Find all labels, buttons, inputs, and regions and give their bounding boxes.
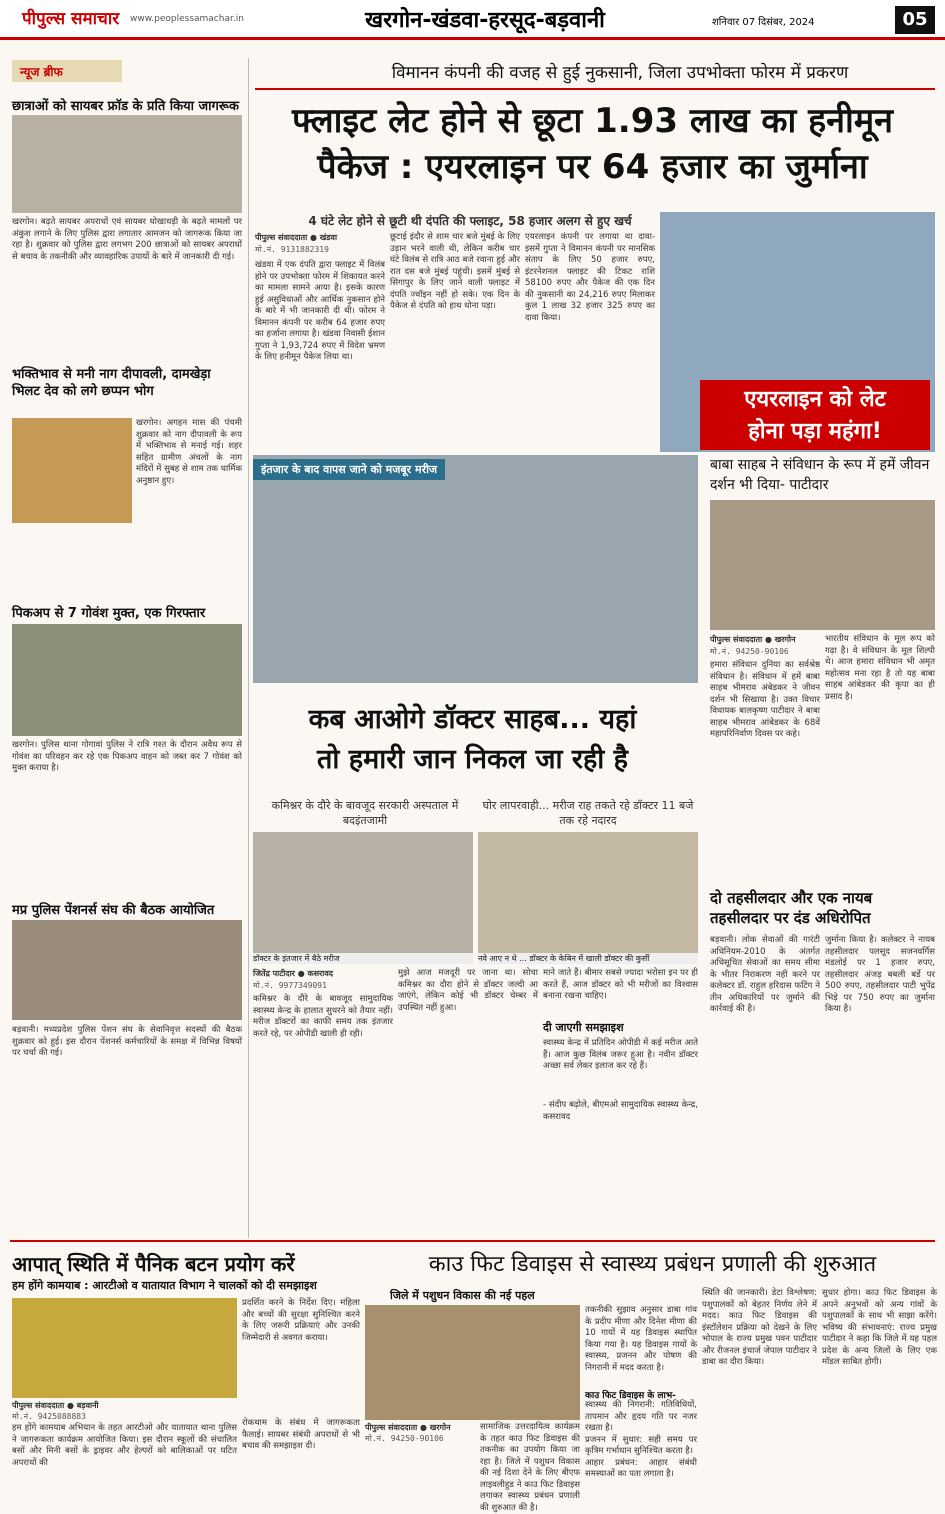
lead-phone: मो.नं. 9131882319: [255, 245, 329, 254]
lead-col1: खंडवा में एक दंपति द्वारा फ्लाइट में विलंब होने पर उपभोक्ता फोरम में शिकायत करने का मामला सामने आया है। इसके कारण हुई असुविधाओं और आर्थिक नुकसान होने के बारे में भी जानकारी दी थी। फोरम ने विमानन कंपनी पर करीब 64 हजार रुपए का हर्जाना लगाया है। खंडवा निवासी ईशान गुप्ता ने 1,93,724 रुपए में विदेश भ्रमण के लिए हनीमून पैकेज लिया था।: [255, 260, 385, 362]
pension-meeting-photo: [12, 920, 242, 1020]
lead-byline: पीपुल्स संवाददाता ● खंडवा: [255, 233, 338, 242]
pickup-photo: [12, 624, 242, 736]
hospital-quote-by: - संदीप बढ़ोले, बीएमओ सामुदायिक स्वास्थ्य केन्द्र, कसरावद: [543, 1100, 698, 1122]
hospital-headline-line2: तो हमारी जान निकल जा रही है: [316, 744, 629, 775]
brief-pickup-body: खरगोन। पुलिस थाना गोगावां पुलिस ने रात्रि गश्त के दौरान अवैध रूप से गोवंश का परिवहन कर रहे एक पिकअप वाहन को जब्त कर 7 गोवंश को मुक्त कराया है।: [12, 740, 242, 773]
hospital-exterior-photo: [253, 455, 698, 683]
tahsil-col1: बड़वानी। लोक सेवाओं की गारंटी अधिनियम-2010 के अंतर्गत अधिसूचित सेवाओं का समय सीमा के भीतर निराकरण नहीं करने पर कलेक्टर डॉ. राहुल हरिदास फटिंग ने तीन अधिकारियों पर जुर्माने की कार्रवाई की है।: [710, 935, 820, 1014]
hospital-col2: मुझे आज मजदूरी पर जाना था। सोचा कमिश्नर का दौरा होने से डॉक्टर जल्दी आ जाएंगे, लेकिन कोई भी डॉक्टर चेम्बर में उपस्थित नहीं हुआ।: [398, 968, 538, 1013]
cyber-awareness-photo: [12, 115, 242, 213]
section-title: खरगोन-खंडवा-हरसूद-बड़वानी: [365, 8, 605, 33]
cattle-benefits-label: काउ फिट डिवाइस के लाभ-: [585, 1391, 676, 1401]
lead-subhead: 4 घंटे लेट होने से छूटी थी दंपति की फ्लाइट, 58 हजार अलग से हुए खर्च: [308, 214, 632, 228]
cattle-col4: सुधार होगा। काउ फिट डिवाइस के अपने अनुभवों को अन्य गांवों के पशुपालकों के साथ भी साझा करेंगे। भविष्य की संभावनाएं: राज्य प्रमुख पाटीदार ने कहा कि जिले में यह पहल प्रदेश के अन्य जिलों के लिए एक मॉडल साबित होगी।: [822, 1288, 937, 1367]
cattle-benefits-list: [585, 1400, 697, 1479]
brief-cyber-body: खरगोन। बढ़ते सायबर अपराधों एवं सायबर धोखाधड़ी के बढ़ते मामलों पर अंकुश लगाने के लिए पुलिस द्वारा लगातार आमजन को जागरूक किया जा रहा है। शुक्रवार को पुलिस द्वारा लगभग 200 छात्राओं को सायबर अपराधों से बचाव के तकनीकी और व्यावहारिक उपायों के बारे में जानकारी दी गई।: [12, 217, 242, 262]
cattle-headline: काउ फिट डिवाइस से स्वास्थ्य प्रबंधन प्रणाली की शुरुआत: [428, 1252, 877, 1277]
cattle-benefit-item: प्रजनन में सुधार: सही समय पर कृत्रिम गर्भाधान सुनिश्चित करता है।: [585, 1434, 697, 1456]
hospital-byline: जितेंद्र पाटीदार ● कसरावद: [253, 969, 334, 978]
cow-device-photo: [365, 1305, 580, 1420]
panic-phone: मो.नं. 9425088883: [12, 1412, 86, 1421]
brief-nag-body: खरगोन। अगहन मास की पंचमी शुक्रवार को नाग दीपावली के रूप में भक्तिभाव से मनाई गई। शहर सहित ग्रामीण अंचलों के नाग मंदिरों में सुबह से शाम तक धार्मिक अनुष्ठान हुए।: [136, 418, 242, 486]
cattle-benefit-item: आहार प्रबंधन: आहार संबंधी समस्याओं का पता लगाता है।: [585, 1457, 697, 1479]
school-bus-photo: [12, 1298, 237, 1398]
hospital-headline: [245, 700, 700, 780]
lead-col3: एयरलाइन कंपनी पर लगाया था दावा- इसमें गुप्ता ने विमानन कंपनी पर मानसिक संताप के लिए 50 हजार रुपए, इंटरनेशनल फ्लाइट की टिकट राशि 58100 रुपए और पैकेज की एक दिन की नुकसानी का 24,216 रुपए मिलाकर कुल 1 लाख 32 हजार 325 रुपए का दावा किया।: [525, 232, 655, 323]
ambedkar-col1: हमारा संविधान दुनिया का सर्वश्रेष्ठ संविधान है। संविधान में हमें बाबा साहब भीमराव अंबेडकर ने जीवन दर्शन भी सिखाया है। उक्त विचार विधायक बालकृष्ण पाटीदार ने बाबा साहब भीमराव आंबेडकर के 68वें महापरिनिर्वाण दिवस पर कहे।: [710, 660, 820, 739]
panic-col1: हम होंगे कामयाब अभियान के तहत आरटीओ और यातायात थाना पुलिस ने जागरूकता कार्यक्रम आयोजित किया। इस दौरान स्कूलों की संचालित बसों और मिनी बसों के ड्राइवर और हेल्परों को बालिकाओं पर घटित अपराधों की: [12, 1423, 237, 1468]
empty-cabin-photo: [478, 832, 698, 962]
panic-col3: रोकथाम के संबंध में जागरूकता फैलाई। सायबर संबंधी अपराधों से भी बचाव की समझाइश दी।: [242, 1418, 360, 1451]
cattle-col1: सामाजिक उत्तरदायित्व कार्यक्रम के तहत काउ फिट डिवाइस की तकनीक का उपयोग किया जा रहा है। जिले में पशुधन विकास की नई दिशा देने के लिए बीएफ लाइवलीहुड ने काउ फिट डिवाइस लगाकर स्वास्थ्य प्रबंधन प्रणाली की शुरुआत की है।: [480, 1422, 580, 1513]
newspaper-logo: पीपुल्स समाचार: [22, 9, 120, 29]
brief-pension-headline: मप्र पुलिस पेंशनर्स संघ की बैठक आयोजित: [12, 903, 215, 918]
hospital-quote-label: दी जाएगी समझाइश: [543, 1021, 624, 1034]
tahsil-headline: दो तहसीलदार और एक नायब तहसीलदार पर दंड अधिरोपित: [710, 889, 873, 927]
cattle-phone: मो.नं. 94250-90106: [365, 1434, 444, 1443]
panic-byline: पीपुल्स संवाददाता ● बड़वानी: [12, 1401, 99, 1410]
waiting-patients-photo: [253, 832, 473, 962]
lead-kicker: विमानन कंपनी की वजह से हुई नुकसानी, जिला उपभोक्ता फोरम में प्रकरण: [391, 63, 849, 83]
ambedkar-byline: पीपुल्स संवाददाता ● खरगोन: [710, 635, 796, 644]
temple-photo: [12, 418, 132, 523]
tahsil-col2: जुर्माना किया है। कलेक्टर ने नायब तहसीलदार पलसूद सजनवर्गिस मंडलोई पर 1 हजार रुपए, तहसीलदार अंजड़ बबली बर्डे पर 500 रुपए, तहसीलदार पाटी भुपेंद्र भिड़े पर 750 रुपए का जुर्माना किया है।: [825, 935, 935, 1014]
lead-headline-line2: पैकेज : एयरलाइन पर 64 हजार का जुर्माना: [317, 147, 868, 187]
hospital-headline-line1: कब आओगे डॉक्टर साहब... यहां: [308, 704, 637, 735]
hospital-col3: माने जाते हैं। बीमार सबसे ज्यादा भरोसा इन पर ही करते हैं, आज डॉक्टर को भी मरीजों का विश्वास बनाना रखना चाहिए।: [543, 968, 698, 1001]
ambedkar-phone: मो.नं. 94250-90106: [710, 647, 789, 656]
hospital-phone: मो.नं. 9977349091: [253, 981, 327, 990]
cattle-col2: तकनीकी सुझाव अनुसार डाबा गांव के प्रदीप मीणा और दिनेश मीणा की 10 गायों में यह डिवाइस स्थापित किया गया है। यह डिवाइस गायों के स्वास्थ्य, प्रजनन और पोषण की निगरानी में मदद करता है।: [585, 1305, 697, 1373]
panic-col2: प्रदर्शित करने के निर्देश दिए। महिला और बच्चों की सुरक्षा सुनिश्चित करने के लिए जरूरी प्रक्रियाएं और उनकी जिम्मेदारी से अवगत कराया।: [242, 1298, 360, 1343]
panic-headline: आपात् स्थिति में पैनिक बटन प्रयोग करें: [12, 1252, 295, 1276]
lead-headline: [245, 98, 940, 190]
hospital-deck-left: कमिश्नर के दौरे के बावजूद सरकारी अस्पताल में बदइंतजामी: [271, 799, 459, 827]
cattle-byline: पीपुल्स संवाददाता ● खरगोन: [365, 1423, 451, 1432]
brief-pension-body: बड़वानी। मध्यप्रदेश पुलिस पेंशन संघ के सेवानिवृत्त सदस्यों की बैठक शुक्रवार को हुई। इस दौरान पेंशनर्स कर्मचारियों के समक्ष में विभिन्न विषयों पर चर्चा की गई।: [12, 1025, 242, 1058]
hospital-deck-right: घोर लापरवाही... मरीज राह तकते रहे डॉक्टर 11 बजे तक रहे नदारद: [482, 799, 694, 827]
lead-headline-line1: फ्लाइट लेट होने से छूटा 1.93 लाख का हनीमून: [291, 101, 894, 141]
lead-col2: छूटाई इंदौर से शाम चार बजे मुंबई के लिए उड़ान भरने वाली थी, लेकिन करीब चार घंटे विलंब से रात्रि आठ बजे रवाना हुई और रात दस बजे मुंबई पहुंची। इसमें मुंबई से सिंगापुर के लिए जाने वाली फ्लाइट में दंपति ज्वॉइन नहीं हो सके। एक दिन के पैकेज से दंपति को हाथ धोना पड़ा।: [390, 232, 520, 311]
ambedkar-headline: बाबा साहब ने संविधान के रूप में हमें जीवन दर्शन भी दिया- पाटीदार: [710, 457, 930, 493]
brief-nag-headline: भक्तिभाव से मनी नाग दीपावली, दामखेड़ा भिलट देव को लगे छप्पन भोग: [12, 367, 211, 399]
brief-pickup-headline: पिकअप से 7 गोवंश मुक्त, एक गिरफ्तार: [12, 606, 206, 621]
news-brief-tag: न्यूज ब्रीफ: [12, 60, 122, 82]
hospital-photo-badge: इंतजार के बाद वापस जाने को मजबूर मरीज: [253, 459, 445, 480]
column-divider: [248, 58, 249, 1238]
banner-line2: होना पड़ा महंगा!: [748, 419, 882, 444]
issue-date: शनिवार 07 दिसंबर, 2024: [712, 17, 815, 28]
panic-subhead: हम होंगे कामयाब : आरटीओ व यातायात विभाग ने चालकों को दी समझाइश: [12, 1279, 317, 1292]
cattle-col3: स्थिति की जानकारी। डेटा विश्लेषण: पशुपालकों को बेहतर निर्णय लेने में मदद। काउ फिट डिवाइस की इंस्टॉलेशन प्रक्रिया को देखने के लिए भोपाल के राज्य प्रमुख पवन पाटीदार और रीजनल इंचार्ज जेपाल पाटीदार ने डाबा का दौरा किया।: [702, 1288, 817, 1367]
airline-late-banner: [700, 380, 930, 450]
ambedkar-event-photo: [710, 500, 935, 630]
brief-cyber-headline: छात्राओं को सायबर फ्रॉड के प्रति किया जागरूक: [12, 99, 239, 114]
cattle-benefit-item: स्वास्थ्य की निगरानी: गतिविधियों, तापमान और हृदय गति पर नजर रखता है।: [585, 1400, 697, 1433]
cattle-subhead: जिले में पशुधन विकास की नई पहल: [390, 1289, 535, 1302]
banner-line1: एयरलाइन को लेट: [744, 387, 886, 412]
newspaper-url[interactable]: www.peoplessamachar.in: [130, 14, 244, 24]
caption-waiting-patients: डॉक्टर के इंतजार में बैठे मरीज: [253, 953, 473, 964]
hospital-col1: कमिश्नर के दौरे के बावजूद सामुदायिक स्वास्थ्य केन्द्र के हालात सुधरने को तैयार नहीं। मरीज डॉक्टरों का काफी समय तक इंतजार करते रहे, पर ओपीडी खाली ही रही।: [253, 994, 393, 1039]
hospital-quote: स्वास्थ्य केन्द्र में प्रतिदिन ओपीडी में कई मरीज आते हैं। आज कुछ विलंब जरूर हुआ है। नवीन डॉक्टर अच्छा सर्व लेकर इलाज कर रहे हैं।: [543, 1038, 698, 1071]
caption-empty-cabin: नवे आए न थे ... डॉक्टर के केबिन में खाली डॉक्टर की कुर्सी: [478, 953, 698, 964]
bottom-section-rule: [10, 1240, 935, 1242]
ambedkar-col2: भारतीय संविधान के मूल रूप को गढ़ा है। वे संविधान के मूल शिल्पी थे। आज हमारा संविधान भी अमृत महोत्सव मना रहा है तो यह बाबा साहब आंबेडकर की कृपा का ही प्रसाद है।: [825, 634, 935, 702]
kicker-rule: [255, 88, 935, 90]
page-number: 05: [895, 6, 935, 34]
